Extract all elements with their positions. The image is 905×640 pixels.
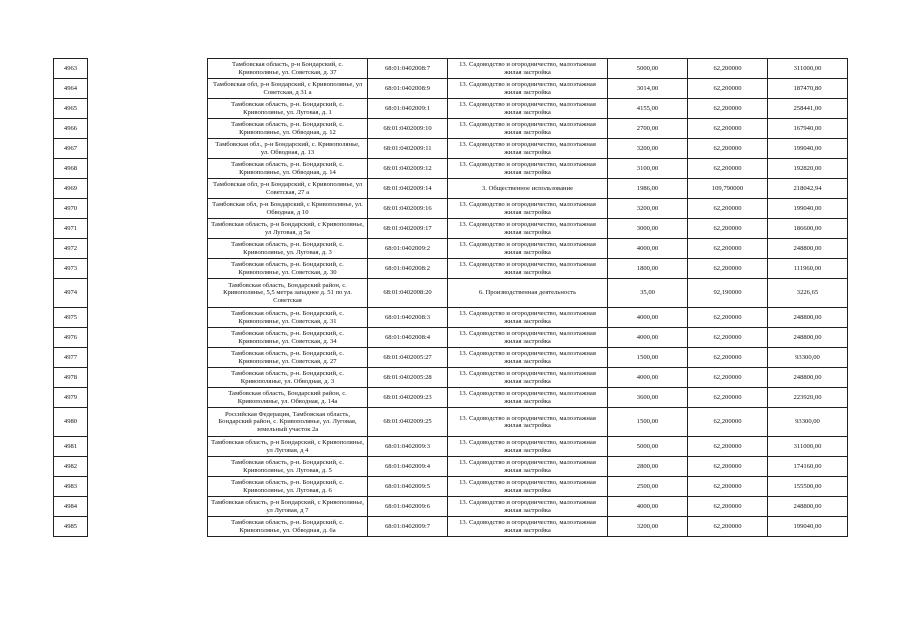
- table-row: [54, 368, 848, 388]
- cadastral-number-cell: 68:01:0402009:5: [368, 477, 448, 497]
- address-cell: Тамбовская область, р-н. Бондарский, с. Кривополянье, ул. Луговая, д. 3: [208, 239, 368, 259]
- area-cell: 3000,00: [608, 219, 688, 239]
- row-number-cell: 4964: [54, 79, 88, 99]
- cadastral-value-cell: 186600,00: [768, 219, 848, 239]
- spacer-cell: [88, 368, 208, 388]
- land-use-cell: 13. Садоводство и огородничество, малоэтажная жилая застройка: [448, 477, 608, 497]
- area-cell: 3200,00: [608, 199, 688, 219]
- cadastral-value-cell: 218042,94: [768, 179, 848, 199]
- spacer-cell: [88, 437, 208, 457]
- spacer-cell: [88, 239, 208, 259]
- spacer-cell: [88, 497, 208, 517]
- land-use-cell: 13. Садоводство и огородничество, малоэтажная жилая застройка: [448, 219, 608, 239]
- table-row: [54, 477, 848, 497]
- table-row: [54, 59, 848, 79]
- row-number-cell: 4979: [54, 388, 88, 408]
- spacer-cell: [88, 328, 208, 348]
- specific-value-cell: 62,200000: [688, 239, 768, 259]
- cadastral-number-cell: 68:01:0402008:7: [368, 59, 448, 79]
- land-use-cell: 13. Садоводство и огородничество, малоэтажная жилая застройка: [448, 517, 608, 537]
- spacer-cell: [88, 79, 208, 99]
- table-row: [54, 388, 848, 408]
- row-number-cell: 4974: [54, 279, 88, 308]
- row-number-cell: 4967: [54, 139, 88, 159]
- cadastral-value-cell: 248800,00: [768, 328, 848, 348]
- land-use-cell: 13. Садоводство и огородничество, малоэтажная жилая застройка: [448, 239, 608, 259]
- cadastral-value-cell: 93300,00: [768, 408, 848, 437]
- cadastral-number-cell: 68:01:0402009:4: [368, 457, 448, 477]
- cadastral-number-cell: 68:01:0402009:2: [368, 239, 448, 259]
- area-cell: 1800,00: [608, 259, 688, 279]
- row-number-cell: 4975: [54, 308, 88, 328]
- row-number-cell: 4980: [54, 408, 88, 437]
- area-cell: 5000,00: [608, 437, 688, 457]
- cadastral-value-cell: 199040,00: [768, 139, 848, 159]
- table-row: [54, 179, 848, 199]
- area-cell: 4000,00: [608, 328, 688, 348]
- cadastral-number-cell: 68:01:0402009:10: [368, 119, 448, 139]
- table-row: [54, 497, 848, 517]
- cadastral-number-cell: 68:01:0402009:7: [368, 517, 448, 537]
- address-cell: Тамбовская область, р-н. Бондарский, с. Кривополянье, ул. Луговая, д. 1: [208, 99, 368, 119]
- table-row: [54, 328, 848, 348]
- cadastral-number-cell: 68:01:0402009:25: [368, 408, 448, 437]
- area-cell: 3600,00: [608, 388, 688, 408]
- cadastral-number-cell: 68:01:0402009:1: [368, 99, 448, 119]
- address-cell: Тамбовская область, Бондарский район, с. Кривополянье, ул. Обводная, д. 14а: [208, 388, 368, 408]
- specific-value-cell: 62,200000: [688, 79, 768, 99]
- specific-value-cell: 62,200000: [688, 99, 768, 119]
- table-row: [54, 457, 848, 477]
- cadastral-number-cell: 68:01:0402009:12: [368, 159, 448, 179]
- address-cell: Тамбовская область, р-н Бондарский, с Кривополянье, ул Луговая, д 7: [208, 497, 368, 517]
- land-use-cell: 13. Садоводство и огородничество, малоэтажная жилая застройка: [448, 437, 608, 457]
- specific-value-cell: 62,200000: [688, 457, 768, 477]
- area-cell: 3200,00: [608, 517, 688, 537]
- table-row: [54, 79, 848, 99]
- specific-value-cell: 62,200000: [688, 388, 768, 408]
- address-cell: Тамбовская область, р-н. Бондарский, с. Кривополянье, ул. Обводная, д. 6а: [208, 517, 368, 537]
- specific-value-cell: 62,200000: [688, 408, 768, 437]
- specific-value-cell: 62,200000: [688, 308, 768, 328]
- address-cell: Тамбовская область, Бондарский район, с. Кривополянье, 5,5 метра западнее д. 51 по ул. Советская: [208, 279, 368, 308]
- address-cell: Тамбовская обл, р-н Бондарский, с Кривополянье, ул Советская, д 31 а: [208, 79, 368, 99]
- area-cell: 5000,00: [608, 59, 688, 79]
- row-number-cell: 4968: [54, 159, 88, 179]
- land-use-cell: 13. Садоводство и огородничество, малоэтажная жилая застройка: [448, 79, 608, 99]
- address-cell: Тамбовская область, р-н Бондарский, с Кривополянье, ул Луговая, д 4: [208, 437, 368, 457]
- cadastral-value-cell: 311000,00: [768, 59, 848, 79]
- cadastral-value-cell: 248800,00: [768, 368, 848, 388]
- specific-value-cell: 62,200000: [688, 348, 768, 368]
- cadastral-number-cell: 68:01:0402005:27: [368, 348, 448, 368]
- spacer-cell: [88, 388, 208, 408]
- specific-value-cell: 62,200000: [688, 59, 768, 79]
- address-cell: Тамбовская обл, р-н Бондарский, с Кривополянье, ул Советская, 27 а: [208, 179, 368, 199]
- cadastral-value-table: [53, 58, 848, 537]
- land-use-cell: 13. Садоводство и огородничество, малоэтажная жилая застройка: [448, 497, 608, 517]
- land-use-cell: 13. Садоводство и огородничество, малоэтажная жилая застройка: [448, 59, 608, 79]
- specific-value-cell: 62,200000: [688, 517, 768, 537]
- spacer-cell: [88, 99, 208, 119]
- spacer-cell: [88, 308, 208, 328]
- spacer-cell: [88, 219, 208, 239]
- land-use-cell: 6. Производственная деятельность: [448, 279, 608, 308]
- cadastral-number-cell: 68:01:0402008:3: [368, 308, 448, 328]
- cadastral-value-cell: 311000,00: [768, 437, 848, 457]
- area-cell: 1500,00: [608, 408, 688, 437]
- spacer-cell: [88, 348, 208, 368]
- spacer-cell: [88, 119, 208, 139]
- cadastral-value-cell: 174160,00: [768, 457, 848, 477]
- land-use-cell: 13. Садоводство и огородничество, малоэтажная жилая застройка: [448, 408, 608, 437]
- address-cell: Тамбовская область, р-н. Бондарский, с. Кривополянье, ул. Луговая, д. 6: [208, 477, 368, 497]
- row-number-cell: 4983: [54, 477, 88, 497]
- cadastral-number-cell: 68:01:0402008:9: [368, 79, 448, 99]
- cadastral-value-cell: 248800,00: [768, 239, 848, 259]
- cadastral-number-cell: 68:01:0402009:23: [368, 388, 448, 408]
- table-row: [54, 348, 848, 368]
- specific-value-cell: 92,190000: [688, 279, 768, 308]
- land-use-cell: 13. Садоводство и огородничество, малоэтажная жилая застройка: [448, 348, 608, 368]
- table-body: [54, 59, 848, 537]
- specific-value-cell: 109,790000: [688, 179, 768, 199]
- cadastral-value-cell: 258441,00: [768, 99, 848, 119]
- cadastral-number-cell: 68:01:0402008:20: [368, 279, 448, 308]
- spacer-cell: [88, 139, 208, 159]
- address-cell: Тамбовская область, р-н. Бондарский, с. Кривополянье, ул. Обводная, д. 14: [208, 159, 368, 179]
- table-row: [54, 99, 848, 119]
- specific-value-cell: 62,200000: [688, 219, 768, 239]
- table-row: [54, 119, 848, 139]
- row-number-cell: 4969: [54, 179, 88, 199]
- cadastral-number-cell: 68:01:0402009:11: [368, 139, 448, 159]
- specific-value-cell: 62,200000: [688, 477, 768, 497]
- address-cell: Тамбовская область, р-н. Бондарский, с. Кривополянье, ул. Обводная, д. 3: [208, 368, 368, 388]
- table-row: [54, 239, 848, 259]
- specific-value-cell: 62,200000: [688, 328, 768, 348]
- specific-value-cell: 62,200000: [688, 437, 768, 457]
- cadastral-number-cell: 68:01:0402009:14: [368, 179, 448, 199]
- cadastral-value-cell: 155500,00: [768, 477, 848, 497]
- area-cell: 3014,00: [608, 79, 688, 99]
- land-use-cell: 13. Садоводство и огородничество, малоэтажная жилая застройка: [448, 368, 608, 388]
- cadastral-value-cell: 248800,00: [768, 308, 848, 328]
- spacer-cell: [88, 199, 208, 219]
- land-use-cell: 13. Садоводство и огородничество, малоэтажная жилая застройка: [448, 308, 608, 328]
- table-row: [54, 199, 848, 219]
- cadastral-value-cell: 192820,00: [768, 159, 848, 179]
- cadastral-value-cell: 199040,00: [768, 517, 848, 537]
- table-row: [54, 308, 848, 328]
- table-row: [54, 437, 848, 457]
- land-use-cell: 13. Садоводство и огородничество, малоэтажная жилая застройка: [448, 99, 608, 119]
- spacer-cell: [88, 179, 208, 199]
- area-cell: 4000,00: [608, 497, 688, 517]
- row-number-cell: 4982: [54, 457, 88, 477]
- cadastral-value-cell: 187470,80: [768, 79, 848, 99]
- area-cell: 2700,00: [608, 119, 688, 139]
- row-number-cell: 4972: [54, 239, 88, 259]
- land-use-cell: 13. Садоводство и огородничество, малоэтажная жилая застройка: [448, 159, 608, 179]
- row-number-cell: 4977: [54, 348, 88, 368]
- row-number-cell: 4984: [54, 497, 88, 517]
- table-row: [54, 139, 848, 159]
- spacer-cell: [88, 457, 208, 477]
- address-cell: Тамбовская область, р-н. Бондарский, с. Кривополянье, ул. Советская, д. 27: [208, 348, 368, 368]
- cadastral-value-cell: 3226,65: [768, 279, 848, 308]
- specific-value-cell: 62,200000: [688, 139, 768, 159]
- row-number-cell: 4985: [54, 517, 88, 537]
- address-cell: Тамбовская область, р-н. Бондарский, с. Кривополянье, ул. Советская, д. 31: [208, 308, 368, 328]
- address-cell: Тамбовская область, р-н Бондарский, с. Кривополянье, ул. Советская, д. 37: [208, 59, 368, 79]
- table-row: [54, 219, 848, 239]
- address-cell: Тамбовская обл, р-н Бондарский, с Кривополянье, ул. Обводная, д 10: [208, 199, 368, 219]
- land-use-cell: 13. Садоводство и огородничество, малоэтажная жилая застройка: [448, 139, 608, 159]
- area-cell: 3200,00: [608, 139, 688, 159]
- specific-value-cell: 62,200000: [688, 199, 768, 219]
- address-cell: Тамбовская область, р-н Бондарский, с Кривополянье, ул Луговая, д 5а: [208, 219, 368, 239]
- table-row: [54, 159, 848, 179]
- land-use-cell: 13. Садоводство и огородничество, малоэтажная жилая застройка: [448, 328, 608, 348]
- row-number-cell: 4963: [54, 59, 88, 79]
- spacer-cell: [88, 477, 208, 497]
- address-cell: Тамбовская область, р-н. Бондарский, с. Кривополянье, ул. Советская, д. 30: [208, 259, 368, 279]
- spacer-cell: [88, 517, 208, 537]
- row-number-cell: 4966: [54, 119, 88, 139]
- area-cell: 2800,00: [608, 457, 688, 477]
- cadastral-number-cell: 68:01:0402009:3: [368, 437, 448, 457]
- area-cell: 3100,00: [608, 159, 688, 179]
- cadastral-value-cell: 223920,00: [768, 388, 848, 408]
- area-cell: 4155,00: [608, 99, 688, 119]
- land-use-cell: 3. Общественное использование: [448, 179, 608, 199]
- area-cell: 4000,00: [608, 239, 688, 259]
- cadastral-number-cell: 68:01:0402008:2: [368, 259, 448, 279]
- specific-value-cell: 62,200000: [688, 259, 768, 279]
- row-number-cell: 4973: [54, 259, 88, 279]
- area-cell: 1986,00: [608, 179, 688, 199]
- cadastral-number-cell: 68:01:0402009:17: [368, 219, 448, 239]
- cadastral-number-cell: 68:01:0402009:16: [368, 199, 448, 219]
- spacer-cell: [88, 159, 208, 179]
- cadastral-number-cell: 68:01:0402005:28: [368, 368, 448, 388]
- area-cell: 4000,00: [608, 368, 688, 388]
- table-row: [54, 408, 848, 437]
- land-use-cell: 13. Садоводство и огородничество, малоэтажная жилая застройка: [448, 199, 608, 219]
- cadastral-number-cell: 68:01:0402009:6: [368, 497, 448, 517]
- address-cell: Тамбовская область, р-н. Бондарский, с. Кривополянье, ул. Советская, д. 34: [208, 328, 368, 348]
- land-use-cell: 13. Садоводство и огородничество, малоэтажная жилая застройка: [448, 259, 608, 279]
- specific-value-cell: 62,200000: [688, 119, 768, 139]
- spacer-cell: [88, 59, 208, 79]
- row-number-cell: 4981: [54, 437, 88, 457]
- cadastral-value-cell: 167940,00: [768, 119, 848, 139]
- specific-value-cell: 62,200000: [688, 159, 768, 179]
- cadastral-value-cell: 199040,00: [768, 199, 848, 219]
- area-cell: 35,00: [608, 279, 688, 308]
- table-row: [54, 279, 848, 308]
- specific-value-cell: 62,200000: [688, 368, 768, 388]
- land-use-cell: 13. Садоводство и огородничество, малоэтажная жилая застройка: [448, 388, 608, 408]
- address-cell: Российская Федерация, Тамбовская область, Бондарский район, с. Кривополянье, ул. Луговая, земельный участок 2а: [208, 408, 368, 437]
- spacer-cell: [88, 259, 208, 279]
- row-number-cell: 4965: [54, 99, 88, 119]
- area-cell: 2500,00: [608, 477, 688, 497]
- specific-value-cell: 62,200000: [688, 497, 768, 517]
- land-use-cell: 13. Садоводство и огородничество, малоэтажная жилая застройка: [448, 119, 608, 139]
- address-cell: Тамбовская область, р-н. Бондарский, с. Кривополянье, ул. Луговая, д. 5: [208, 457, 368, 477]
- row-number-cell: 4970: [54, 199, 88, 219]
- table-row: [54, 517, 848, 537]
- table-row: [54, 259, 848, 279]
- land-use-cell: 13. Садоводство и огородничество, малоэтажная жилая застройка: [448, 457, 608, 477]
- address-cell: Тамбовская область, р-н. Бондарский, с. Кривополянье, ул. Обводная, д. 12: [208, 119, 368, 139]
- cadastral-number-cell: 68:01:0402008:4: [368, 328, 448, 348]
- row-number-cell: 4978: [54, 368, 88, 388]
- row-number-cell: 4976: [54, 328, 88, 348]
- area-cell: 1500,00: [608, 348, 688, 368]
- row-number-cell: 4971: [54, 219, 88, 239]
- address-cell: Тамбовская обл., р-н Бондарский, с. Кривополянье, ул. Обводная, д. 13: [208, 139, 368, 159]
- cadastral-value-cell: 93300,00: [768, 348, 848, 368]
- spacer-cell: [88, 408, 208, 437]
- spacer-cell: [88, 279, 208, 308]
- area-cell: 4000,00: [608, 308, 688, 328]
- cadastral-value-cell: 248800,00: [768, 497, 848, 517]
- cadastral-value-cell: 111960,00: [768, 259, 848, 279]
